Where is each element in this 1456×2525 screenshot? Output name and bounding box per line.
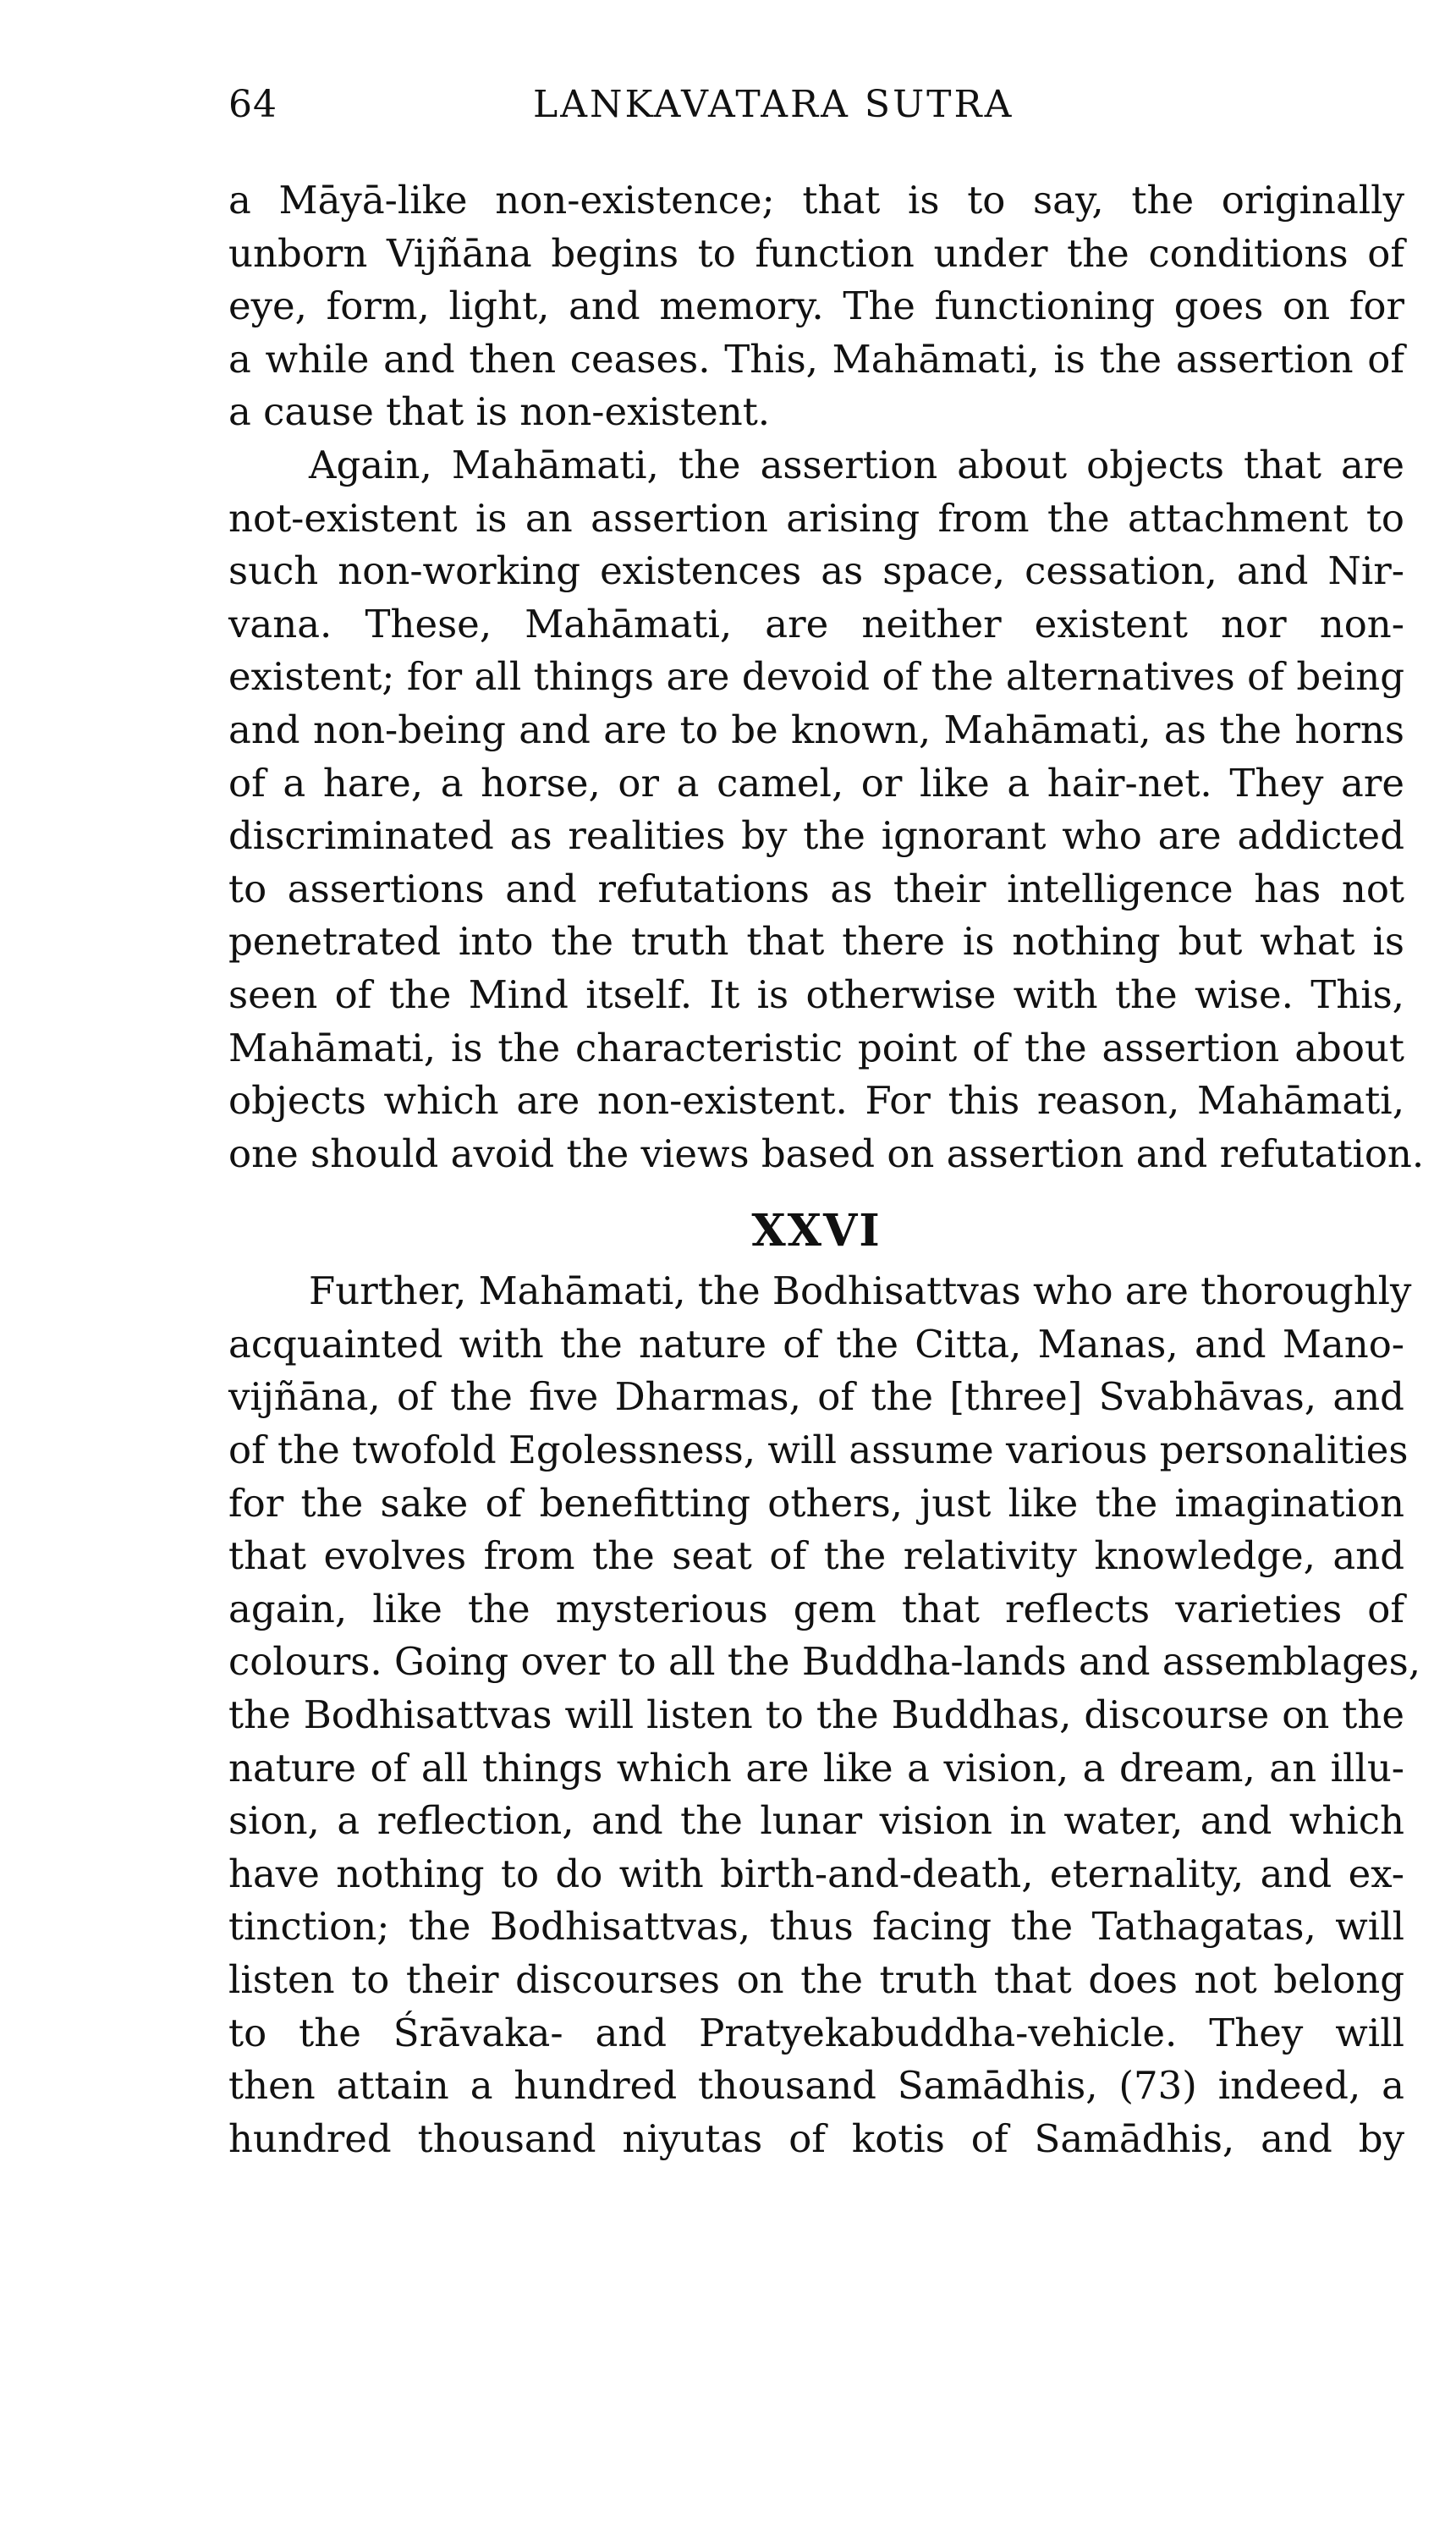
running-title: LANKAVATARA SUTRA <box>533 83 1014 126</box>
text-line: to the Śrāvaka- and Pratyekabuddha-vehicle. They will <box>228 2010 1404 2055</box>
text-line: of a hare, a horse, or a camel, or like a hair-net. They are <box>228 760 1404 806</box>
text-line: have nothing to do with birth-and-death, eternality, and ex- <box>228 1851 1404 1896</box>
text-line: existent; for all things are devoid of the alternatives of being <box>228 654 1404 700</box>
paragraph-3 <box>228 1265 1421 2165</box>
text-line: tinction; the Bodhisattvas, thus facing the Tathagatas, will <box>228 1904 1404 1950</box>
text-line: sion, a reflection, and the lunar vision in water, and which <box>228 1798 1404 1844</box>
text-line: such non-working existences as space, cessation, and Nir- <box>228 548 1404 594</box>
text-line: a Māyā-like non-existence; that is to say, the originally <box>228 178 1404 223</box>
text-line: a while and then ceases. This, Mahāmati, is the assertion of <box>228 336 1404 382</box>
text-line: acquainted with the nature of the Citta, Manas, and Mano- <box>228 1321 1404 1367</box>
text-line: listen to their discourses on the truth that does not belong <box>228 1957 1404 2002</box>
body-text <box>228 174 1425 2165</box>
text-line: vana. These, Mahāmati, are neither existent nor non- <box>228 601 1404 646</box>
text-line: Further, Mahāmati, the Bodhisattvas who are thoroughly <box>309 1268 1412 1314</box>
text-line: the Bodhisattvas will listen to the Buddhas, discourse on the <box>228 1692 1404 1738</box>
text-line: vijñāna, of the five Dharmas, of the [three] Svabhāvas, and <box>228 1374 1404 1420</box>
text-line: for the sake of benefitting others, just like the imagination <box>228 1480 1404 1526</box>
text-line: objects which are non-existent. For this reason, Mahāmati, <box>228 1078 1404 1124</box>
text-line: penetrated into the truth that there is nothing but what is <box>228 919 1404 965</box>
paragraph-1 <box>228 174 1404 439</box>
text-line: discriminated as realities by the ignorant who are addicted <box>228 813 1404 859</box>
text-line: colours. Going over to all the Buddha-lands and assemblages, <box>228 1639 1421 1685</box>
text-line: nature of all things which are like a vision, a dream, an illu- <box>228 1745 1404 1791</box>
section-heading: XXVI <box>751 1205 882 1257</box>
text-line: Mahāmati, is the characteristic point of the assertion about <box>228 1025 1404 1070</box>
text-line: to assertions and refutations as their intelligence has not <box>228 866 1404 911</box>
paragraph-2 <box>228 439 1425 1180</box>
text-line: hundred thousand niyutas of kotis of Samādhis, and by <box>228 2115 1404 2161</box>
running-head <box>228 83 1413 142</box>
text-line: Again, Mahāmati, the assertion about objects that are <box>309 442 1404 487</box>
text-line: unborn Vijñāna begins to function under the conditions of <box>228 230 1404 276</box>
text-line: eye, form, light, and memory. The functioning goes on for <box>228 283 1404 329</box>
text-line: seen of the Mind itself. It is otherwise with the wise. This, <box>228 971 1404 1017</box>
text-line: and non-being and are to be known, Mahāmati, as the horns <box>228 707 1404 752</box>
text-line: one should avoid the views based on assertion and refutation. <box>228 1130 1425 1176</box>
text-line: again, like the mysterious gem that reflects varieties of <box>228 1586 1404 1631</box>
text-line: then attain a hundred thousand Samādhis, (73) indeed, a <box>228 2063 1404 2109</box>
text-line: of the twofold Egolessness, will assume various personalities <box>228 1428 1409 1473</box>
text-line: that evolves from the seat of the relativity knowledge, and <box>228 1533 1404 1579</box>
text-line: not-existent is an assertion arising from the attachment to <box>228 495 1404 541</box>
text-line: a cause that is non-existent. <box>228 389 771 435</box>
page-number: 64 <box>228 83 277 126</box>
